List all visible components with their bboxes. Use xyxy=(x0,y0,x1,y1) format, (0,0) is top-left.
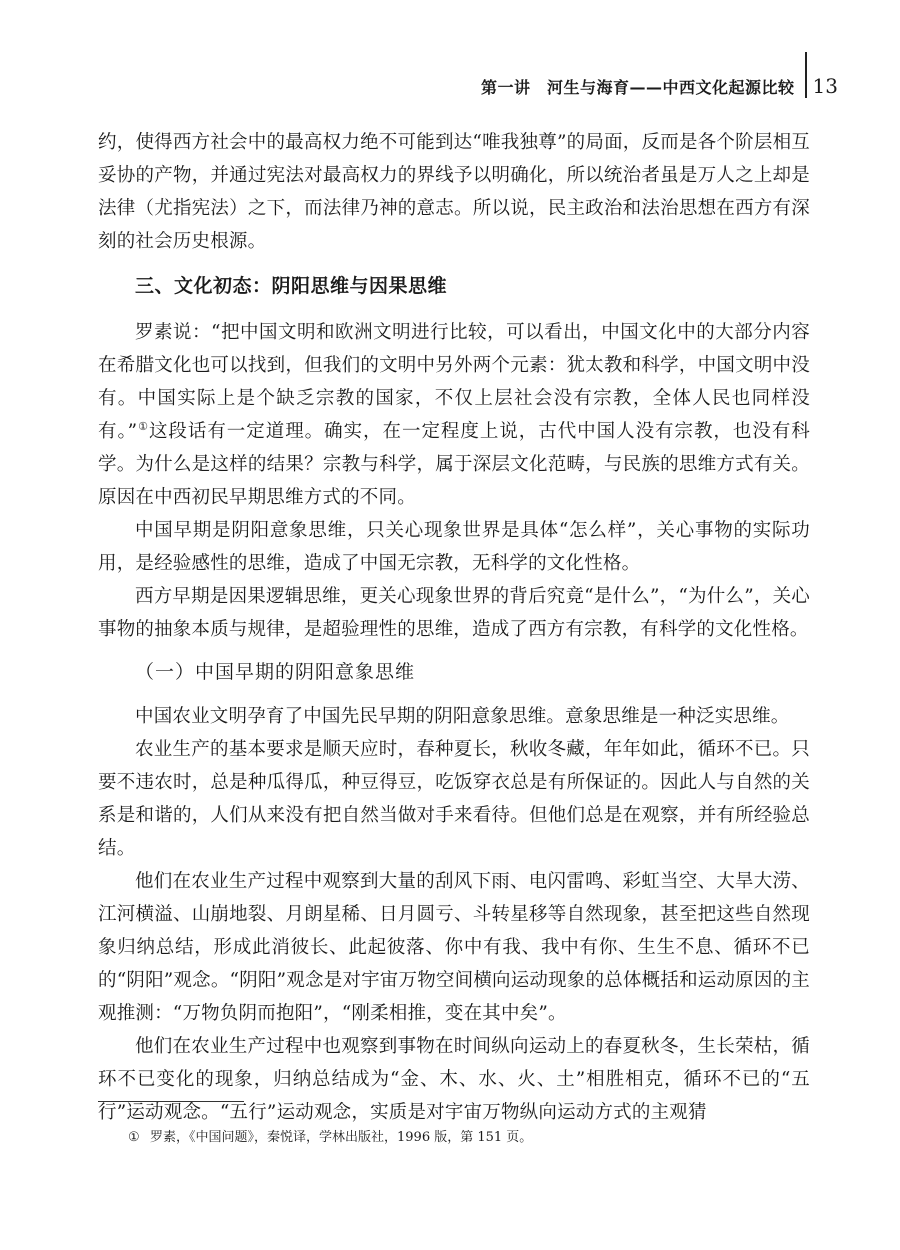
running-header xyxy=(481,66,838,106)
footnote-divider xyxy=(98,1101,244,1102)
paragraph: 农业生产的基本要求是顺天应时，春种夏长，秋收冬藏，年年如此，循环不已。只要不违农时，总是种瓜得瓜，种豆得豆，吃饭穿衣总是有所保证的。因此人与自然的关系是和谐的，人们从来没有把自然当做对手来看待。但他们总是在观察，并有所经验总结。 xyxy=(98,739,810,859)
section-heading: 三、文化初态：阴阳思维与因果思维 xyxy=(135,275,448,297)
subsection-heading: （一）中国早期的阴阳意象思维 xyxy=(135,661,416,683)
paragraph: 约，使得西方社会中的最高权力绝不可能到达“唯我独尊”的局面，反而是各个阶层相互妥协的产物，并通过宪法对最高权力的界线予以明确化，所以统治者虽是万人之上却是法律（尤指宪法）之下，而法律乃神的意志。所以说，民主政治和法治思想在西方有深刻的社会历史根源。 xyxy=(98,132,810,252)
page-number: 13 xyxy=(812,74,838,98)
footnote-marker: ① xyxy=(128,1130,140,1145)
paragraph: 他们在农业生产过程中也观察到事物在时间纵向运动上的春夏秋冬，生长荣枯，循环不已变化的现象，归纳总结成为“金、木、水、火、土”相胜相克，循环不已的“五行”运动观念。“五行”运动观念，实质是对宇宙万物纵向运动方式的主观猜 xyxy=(98,1036,810,1123)
paragraph: 他们在农业生产过程中观察到大量的刮风下雨、电闪雷鸣、彩虹当空、大旱大涝、江河横溢、山崩地裂、月朗星稀、日月圆亏、斗转星移等自然现象，甚至把这些自然现象归纳总结，形成此消彼长、此起彼落、你中有我、我中有你、生生不息、循环不已的“阴阳”观念。“阴阳”观念是对宇宙万物空间横向运动现象的总体概括和运动原因的主观推测：“万物负阴而抱阳”，“刚柔相推，变在其中矣”。 xyxy=(98,871,810,1024)
footnote-reference[interactable]: ① xyxy=(137,419,149,433)
footnote xyxy=(128,1128,533,1148)
paragraph xyxy=(98,316,810,514)
page-body xyxy=(98,126,810,1129)
paragraph: 中国早期是阴阳意象思维，只关心现象世界是具体“怎么样”，关心事物的实际功用，是经验感性的思维，造成了中国无宗教，无科学的文化性格。 xyxy=(98,520,810,574)
paragraph: 西方早期是因果逻辑思维，更关心现象世界的背后究竟“是什么”，“为什么”，关心事物的抽象本质与规律，是超验理性的思维，造成了西方有宗教，有科学的文化性格。 xyxy=(98,586,810,640)
footnote-text: 罗素，《中国问题》，秦悦译，学林出版社，1996 版，第 151 页。 xyxy=(150,1130,533,1145)
paragraph: 中国农业文明孕育了中国先民早期的阴阳意象思维。意象思维是一种泛实思维。 xyxy=(135,706,790,727)
quote-text: 罗素说：“把中国文明和欧洲文明进行比较，可以看出，中国文化中的大部分内容在希腊文化也可以找到，但我们的文明中另外两个元素：犹太教和科学，中国文明中没有。中国实际上是个缺乏宗教的国家，不仅上层社会没有宗教，全体人民也同样没有。” xyxy=(98,322,810,442)
chapter-title: 第一讲 河生与海育——中西文化起源比较 xyxy=(481,77,795,97)
paragraph-text: 这段话有一定道理。确实，在一定程度上说，古代中国人没有宗教，也没有科学。为什么是这样的结果？宗教与科学，属于深层文化范畴，与民族的思维方式有关。原因在中西初民早期思维方式的不同。 xyxy=(98,421,810,508)
